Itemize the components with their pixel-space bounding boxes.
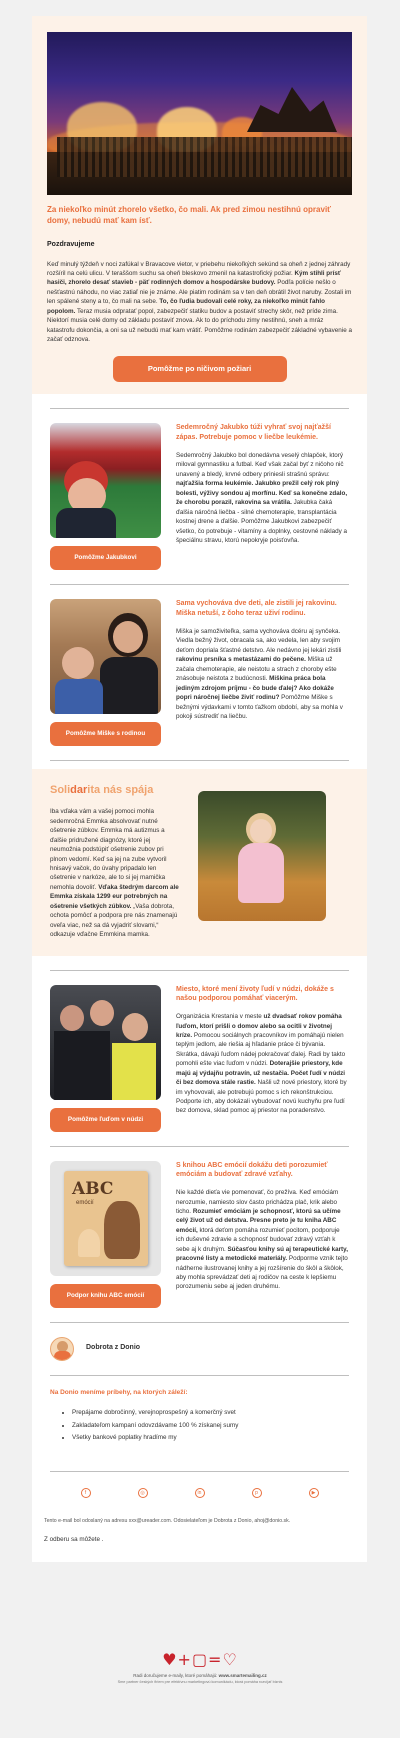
miska-photo bbox=[50, 599, 161, 714]
help-homeless-button[interactable]: Pomôžme ľuďom v núdzi bbox=[50, 1108, 161, 1132]
solidarity-text-part: „Vaša dobrota, ochota pomôcť a podpora pre nás znamenajú oveľa viac, než sa dá vyjadriť slovami,“ odkazuje vďačne Emmkina mamka. bbox=[50, 902, 178, 939]
pinterest-icon[interactable]: p bbox=[252, 1488, 262, 1498]
story-text-bold: Rozumieť emóciám je schopnosť, ktorú sa učíme celý život už od detstva. Presne preto je tu kniha ABC emócií, bbox=[176, 1207, 341, 1234]
story-text-part: Miška už začala chemoterapie, ale neistotu a strach z choroby ešte znásobuje neistota z budúcnosti. bbox=[176, 656, 337, 683]
story-title: Sama vychováva dve deti, ale zistili jej rakovinu. Miška netuší, z čoho teraz uživí rodinu. bbox=[176, 600, 337, 618]
unsubscribe-link[interactable]: Z odberu sa môžete . bbox=[44, 1536, 104, 1544]
values-section bbox=[32, 1376, 367, 1457]
greeting: Pozdravujeme bbox=[47, 241, 95, 249]
hero-text-bold: Kým stihli prísť hasiči, zhorelo desať stavieb - päť rodinných domov a hospodárske budovy. bbox=[47, 269, 341, 287]
story-text-part: Podporme vznik tejto nádherne ilustrovanej knihy a jej rozšírenie do škôl a škôlok, aby mohla sprevádzať deti aj rodičov na ceste k lepšiemu porozumeniu sebe aj jeden druhému. bbox=[176, 1255, 348, 1291]
story-text-part: Našli už nové priestory, ktoré by im vyhovovali, ale potrebujú pomoc s ich rekonštrukciou. Podporte ich, aby dokázali vybudovať novú kuchyňu pre ľudí bez domova, sklad pomoc aj priestor na poradenstvo. bbox=[176, 1079, 347, 1115]
help-fire-button[interactable]: Pomôžme po ničivom požiari bbox=[113, 356, 287, 382]
hero-text-part: Keď minulý týždeň v noci zafúkal v Bravacove vietor, v priebehu niekoľkých sekúnd sa oheň z jednej záhrady rozšíril na celú ulicu. V teraššom suchu sa oheň bleskovo zmenil na katastrofický požiar. bbox=[47, 260, 351, 277]
linkedin-icon[interactable]: in bbox=[195, 1488, 205, 1498]
brand-link[interactable]: www.smartemailing.cz bbox=[218, 1673, 267, 1679]
hero-title: Za niekoľko minút zhorelo všetko, čo mali. Ak pred zimou nestihnú opraviť domy, nebudú mať kam ísť. bbox=[47, 205, 331, 226]
footer-text: Tento e-mail bol odoslaný na adresu xxx@ureader.com. Odosielateľom je Dobrota z Donio, ahoj@donio.sk. bbox=[44, 1517, 291, 1524]
jakubko-photo bbox=[50, 423, 161, 538]
title-part: dar bbox=[70, 784, 88, 797]
solidarity-text-part: Iba vďaka vám a vašej pomoci mohla sedemročná Emmka absolvovať nutné ošetrenie zúbkov. Emmka má autizmus a ďalšie pridružené diagnózy, ktoré jej neumožnia podstúpiť ošetrenie zubov pri plnom vedomí. Keď sa jej na zube vytvoril hnisavý vačok, do úvahy pripadalo len ošetrenie v narkóze, ale to si jej mamička nemohla dovoliť. bbox=[50, 808, 167, 891]
story-text-part: Pomocou sociálnych pracovníkov im pomáhajú nielen teplým jedlom, ale riešia aj hľadanie práce či bývania. Skrátka, dávajú ľuďom nádej pokračovať ďalej. Radi by takto pomohli ešte viac ľuďom v núdzi. bbox=[176, 1031, 346, 1068]
hero-text-part: Podľa polície nešlo o nešťastnú náhodu, no viac zatiaľ nie je známe. Ale piatim rodinám sa v ten deň obrátil život naruby. Zostali im len spálené steny a to, čo mali na sebe. bbox=[47, 279, 352, 306]
book-subtitle: emócií bbox=[76, 1199, 94, 1206]
story-title: Miesto, ktoré mení životy ľudí v núdzi, dokáže s našou podporou pomáhať viacerým. bbox=[176, 985, 334, 1003]
story-text-part: Jakubka čaká ďalšia náročná liečba - silné chemoterapie, transplantácia kostnej drene a ďalšie. Pomôžme Jakubkovi zabezpečiť všetko, čo potrebuje - vitamíny a doplnky, cestovné náklady a špeciálnu stravu, ktorú nepokryje poisťovňa. bbox=[176, 499, 348, 544]
story-title: S knihou ABC emócií dokážu deti porozumieť emóciám a budovať zdravé vzťahy. bbox=[176, 1161, 328, 1179]
signature bbox=[32, 1323, 367, 1375]
social-links bbox=[32, 1472, 367, 1514]
help-miska-button[interactable]: Pomôžme Miške s rodinou bbox=[50, 722, 161, 746]
facebook-icon[interactable]: f bbox=[81, 1488, 91, 1498]
story-title: Sedemročný Jakubko túži vyhrať svoj najťažší zápas. Potrebuje pomoc v liečbe leukémie. bbox=[176, 424, 331, 442]
values-list bbox=[50, 1407, 349, 1445]
smartemailing-branding bbox=[0, 1648, 400, 1685]
story-text-part: Sedemročný Jakubko bol donedávna veselý chlapček, ktorý miloval gymnastiku a futbal. Keď však začal byť z ničoho nič unavený a bledý, krvné odbery priniesli strašnú správu: bbox=[176, 452, 344, 478]
hero-section bbox=[32, 16, 367, 394]
avatar bbox=[50, 1337, 74, 1361]
smartemailing-logo[interactable]: ♥+▢=♡ bbox=[162, 1650, 238, 1669]
story-text-bold: rakovinu prsníka s metastázami do pečene. bbox=[176, 656, 306, 664]
solidarity-title bbox=[50, 783, 180, 799]
values-title: Na Donio meníme príbehy, na ktorých záleží: bbox=[50, 1388, 188, 1396]
title-part: ita nás spája bbox=[87, 784, 154, 797]
hero-text bbox=[47, 260, 352, 345]
story-text-bold: Súčasťou knihy sú aj terapeutické karty, pracovné listy a metodické materiály. bbox=[176, 1245, 348, 1263]
help-jakubko-button[interactable]: Pomôžme Jakubkovi bbox=[50, 546, 161, 570]
brand-text: Radi doručujeme e-maily, ktoré pomáhajú: bbox=[133, 1673, 219, 1679]
story-text bbox=[176, 627, 349, 721]
story-text-bold: Miškina práca bola jediným zdrojom príjmu - čo bude ďalej? Ako dokáže popri náročnej liečbe živiť rodinu? bbox=[176, 675, 334, 702]
emmka-photo bbox=[198, 791, 326, 921]
story-text bbox=[176, 451, 349, 545]
instagram-icon[interactable]: ◎ bbox=[138, 1488, 148, 1498]
story-text-part: Pomôžme Miške s bežnými výdavkami v tomto ťažkom období, aby sa mohla v pokoji sústrediť na liečbu. bbox=[176, 694, 343, 720]
hero-text-part: Teraz musia odpratať popol, zabezpečiť statiku budov a postaviť strechy skôr, než príde zima. Niektorí musia celé domy od základu postaviť znova. Ak to do príchodu zimy nestihnú, sneh a mráz katastrofu dokončia, a oni sa už nebudú mať kam vrátiť. Pomôžme rodinám zabezpečiť základné vybavenie a začať odznova. bbox=[47, 307, 352, 344]
story-text bbox=[176, 1188, 349, 1292]
story-homeless bbox=[32, 971, 367, 1146]
story-text-part: ktorá deťom pomáha rozumieť pocitom, podporuje ich duševné zdravie a schopnosť budovať zdravý vzťah k sebe aj k druhým. bbox=[176, 1226, 340, 1253]
abc-book-photo bbox=[50, 1161, 161, 1276]
story-miska bbox=[32, 585, 367, 760]
list-item: • Všetky bankové poplatky hradíme my bbox=[72, 1432, 349, 1445]
hero-fire-image bbox=[47, 32, 352, 195]
hero-text-bold: To, čo ľudia budovali celé roky, za niekoľko minút ľahlo popolom. bbox=[47, 298, 325, 315]
volunteers-photo bbox=[50, 985, 161, 1100]
solidarity-text bbox=[50, 807, 180, 939]
title-part: Soli bbox=[50, 784, 71, 797]
story-abc-book bbox=[32, 1147, 367, 1322]
story-text-bold: Doterajšie priestory, kde majú aj výdajňu potravín, už nestačia. Počet ľudí v núdzi či bez domova stále rastie. bbox=[176, 1060, 345, 1087]
story-text-bold: už dvadsať rokov pomáha ľuďom, ktorí prišli o domov alebo sa ocitli v životnej kríze. bbox=[176, 1013, 342, 1039]
list-item: • Zakladateľom kampaní odovzdávame 100 % získanej sumy bbox=[72, 1420, 349, 1433]
list-item: • Prepájame dobročinný, verejnoprospešný a komerčný svet bbox=[72, 1407, 349, 1420]
story-text bbox=[176, 1012, 349, 1116]
email-body bbox=[32, 16, 367, 1562]
solidarity-section bbox=[32, 769, 367, 955]
story-text-part: Organizácia Krestania v meste bbox=[176, 1013, 264, 1021]
story-jakubko bbox=[32, 409, 367, 584]
brand-subline: Sme partner českých firiem pre efektívnu marketingovú komunikáciu, ktorá pomáha rozvíjať biznis bbox=[117, 1679, 283, 1684]
solidarity-text-bold: Vďaka štedrým darcom ale Emmka získala 1299 eur potrebných na ošetrenie všetkých zúbkov. bbox=[50, 883, 179, 910]
story-text-bold: najťažšia forma leukémie. Jakubko prežil celý rok plný bolesti, výživy sondou aj morfínu. Keď sa konečne zdalo, že chorobu porazil, rakovina sa vrátila. bbox=[176, 480, 348, 507]
youtube-icon[interactable]: ▶ bbox=[309, 1488, 319, 1498]
book-title: ABC bbox=[72, 1178, 114, 1199]
story-text-part: Nie každé dieťa vie pomenovať, čo prežíva. Keď emóciám nerozumie, namiesto slov často prichádza plač, krik alebo ticho. bbox=[176, 1189, 339, 1215]
support-abc-book-button[interactable]: Podpor knihu ABC emócií bbox=[50, 1284, 161, 1308]
story-text-part: Miška je samoživiteľka, sama vychováva dcéru aj synčeka. Viedla bežný život, obracala sa, ako vedela, len aby svojim deťom dopriala šťastné detstvo. Ale nedávno jej lekári zistili bbox=[176, 628, 342, 654]
signature-name: Dobrota z Donio bbox=[86, 1344, 141, 1352]
